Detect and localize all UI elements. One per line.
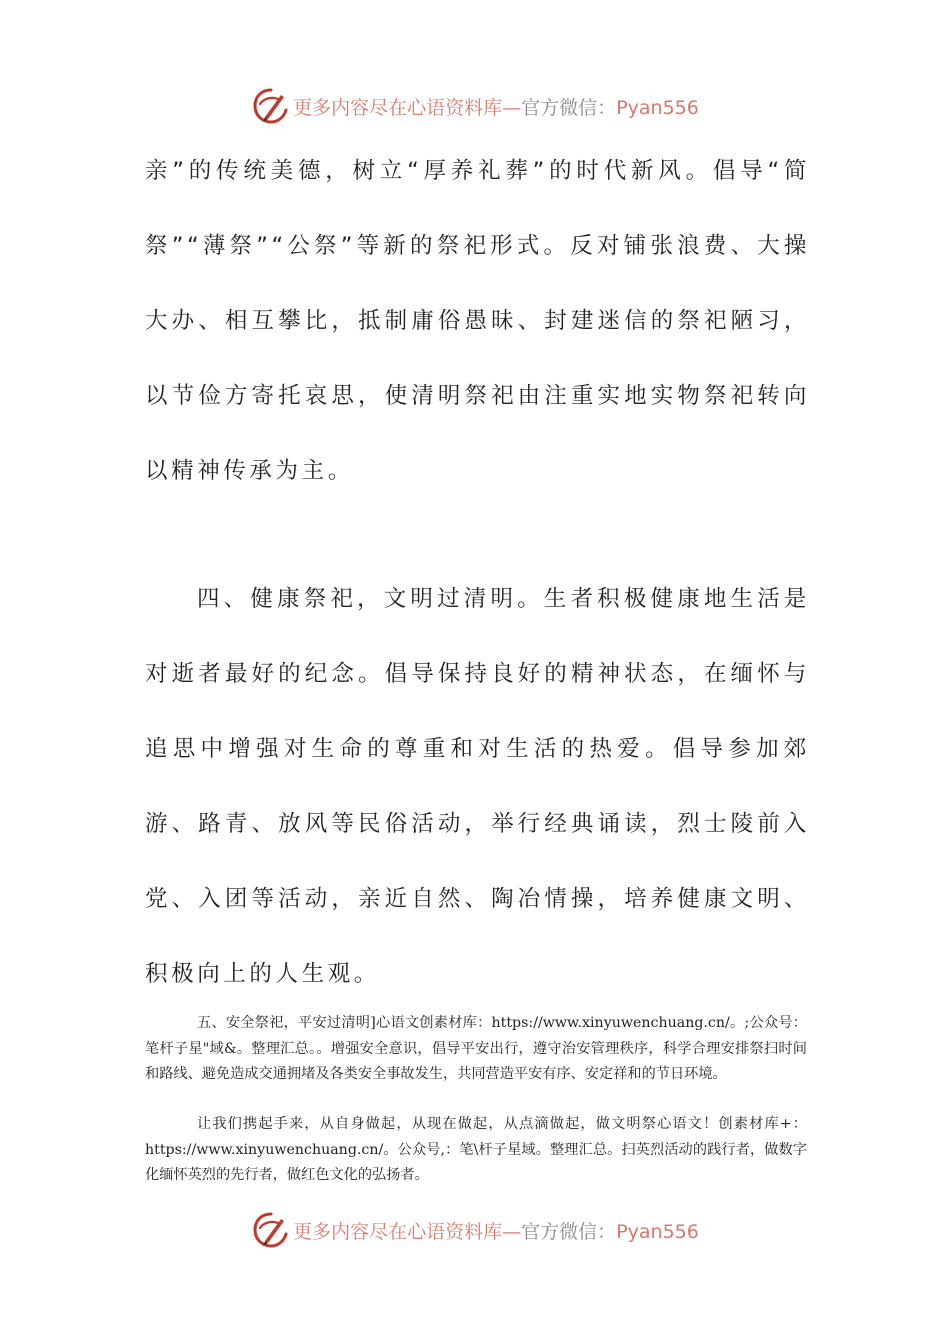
pen-swirl-logo-icon	[251, 1210, 291, 1250]
body-paragraph-4: 让我们携起手来，从自身做起，从现在做起，从点滴做起，做文明祭心语文！创素材库+：https://www.xinyuwenchuang.cn/。公众号,：笔\杆子星域。整理汇总。扫英烈活动的践行者，做数字化缅怀英烈的先行者，做红色文化的弘扬者。	[145, 1116, 807, 1183]
watermark-main: 更多内容尽在心语资料库	[293, 1220, 503, 1243]
footer-watermark	[0, 1208, 950, 1252]
body-paragraph-1: 亲”的传统美德，树立“厚养礼葬”的时代新风。倡导“简祭”“薄祭”“公祭”等新的祭祀形式。反对铺张浪费、大操大办、相互攀比，抵制庸俗愚昧、封建迷信的祭祀陋习，以节俭方寄托哀思，使清明祭祀由注重实地实物祭祀转向以精神传承为主。	[145, 158, 810, 484]
watermark-official-label: 官方微信：	[521, 96, 617, 119]
body-paragraph-3: 五、安全祭祀，平安过清明]心语文创素材库：https://www.xinyuwenchuang.cn/。;公众号：笔杆子星"域&。整理汇总。。增强安全意识，倡导平安出行，遵守治安管理秩序，科学合理安排祭扫时间和路线、避免造成交通拥堵及各类安全事故发生，共同营造平安有序、安定祥和的节日环境。	[145, 1015, 807, 1082]
watermark-text	[293, 93, 699, 120]
watermark-main: 更多内容尽在心语资料库	[293, 96, 503, 119]
pen-swirl-logo-icon	[251, 86, 291, 126]
watermark-text	[293, 1217, 699, 1244]
watermark-official-label: 官方微信：	[521, 1220, 617, 1243]
watermark-handle: Pyan556	[616, 1220, 699, 1243]
header-watermark	[0, 84, 950, 128]
watermark-dash: —	[502, 1220, 522, 1243]
body-paragraph-2: 四、健康祭祀，文明过清明。生者积极健康地生活是对逝者最好的纪念。倡导保持良好的精神状态，在缅怀与追思中增强对生命的尊重和对生活的热爱。倡导参加郊游、路青、放风等民俗活动，举行经典诵读，烈士陵前入党、入团等活动，亲近自然、陶冶情操，培养健康文明、积极向上的人生观。	[145, 586, 810, 987]
watermark-dash: —	[502, 96, 522, 119]
watermark-handle: Pyan556	[616, 96, 699, 119]
